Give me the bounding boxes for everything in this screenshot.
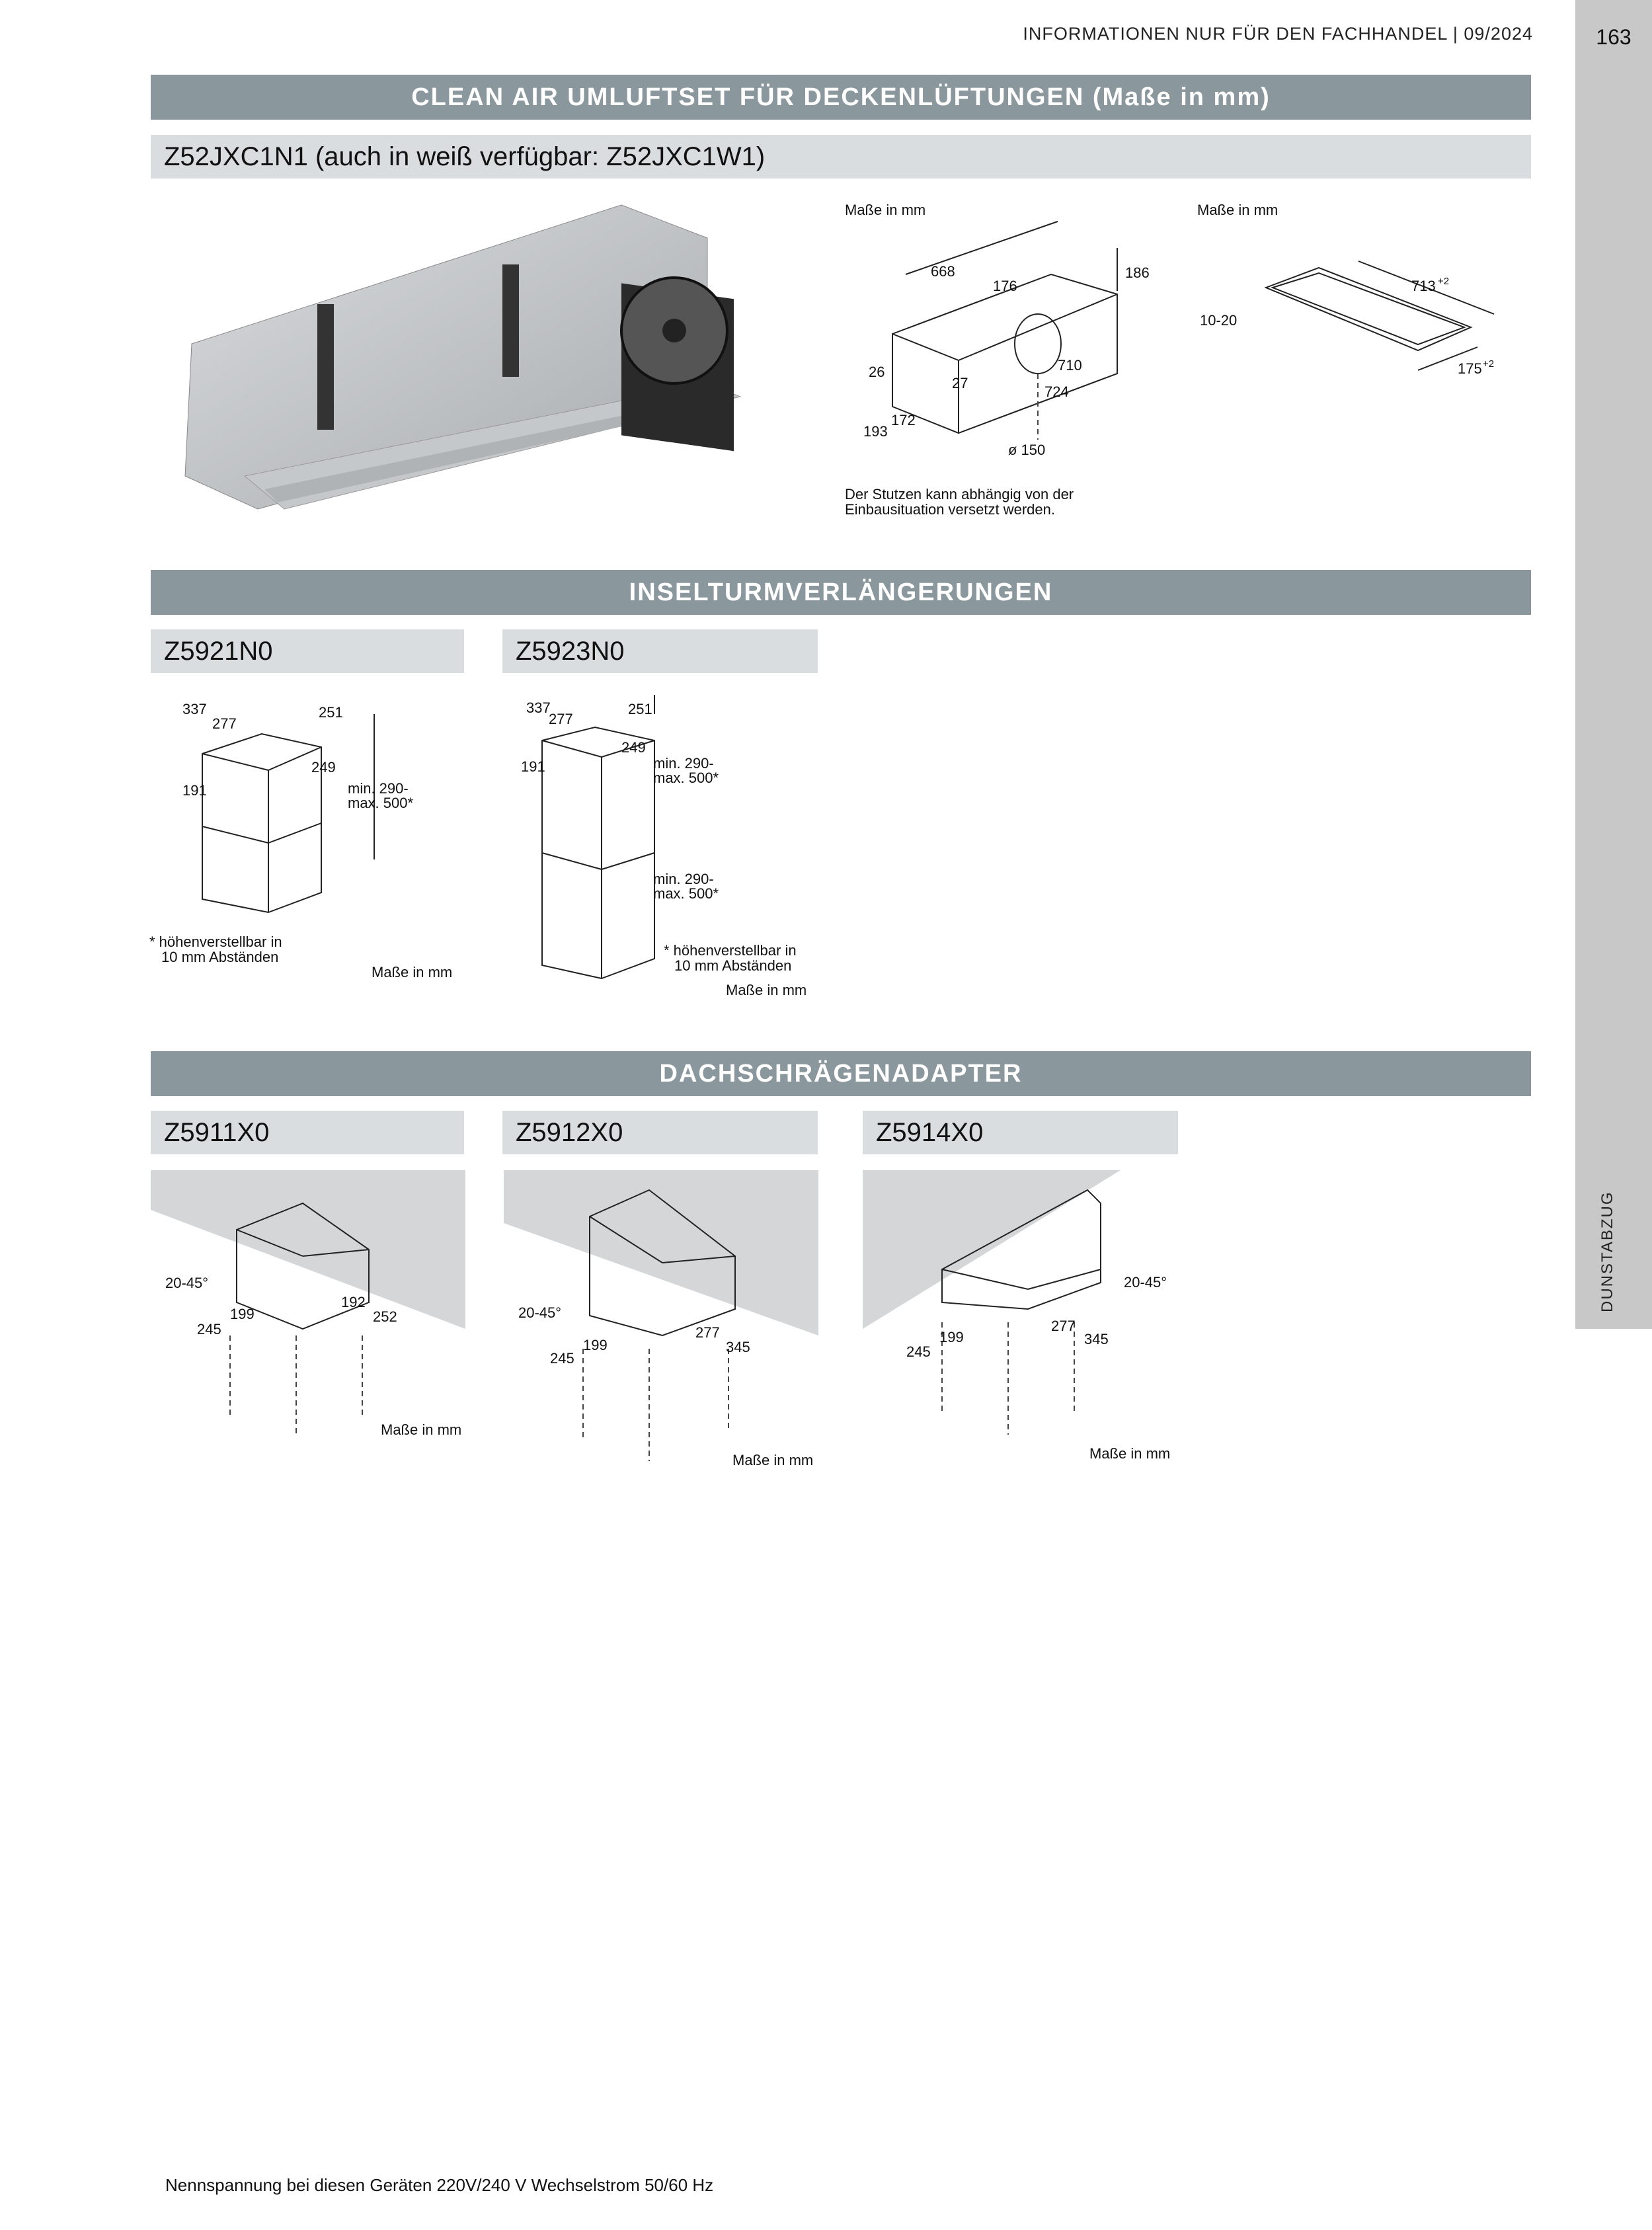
dimension-drawing-z5912x0 [504,1170,821,1481]
svg-text:max. 500*: max. 500* [653,770,719,786]
unit-label: Maße in mm [726,982,807,998]
svg-text:337: 337 [526,699,551,716]
svg-text:27: 27 [952,375,968,391]
svg-text:* höhenverstellbar in: * höhenverstellbar in [664,942,797,959]
svg-text:ø 150: ø 150 [1008,442,1046,458]
svg-text:192: 192 [341,1294,366,1310]
svg-text:345: 345 [726,1339,750,1355]
svg-text:10 mm Abständen: 10 mm Abständen [674,957,792,974]
section-title-inselturm: INSELTURMVERLÄNGERUNGEN [151,570,1531,615]
svg-text:245: 245 [906,1343,931,1360]
svg-text:249: 249 [621,739,646,756]
svg-text:Einbausituation versetzt werde: Einbausituation versetzt werden. [845,501,1055,518]
svg-text:345: 345 [1084,1331,1109,1347]
side-tab [1575,0,1652,1329]
svg-text:199: 199 [230,1306,255,1322]
unit-label: Maße in mm [1197,202,1278,218]
dimension-drawing-z5911x0 [151,1170,468,1448]
section-title-clean-air: CLEAN AIR UMLUFTSET FÜR DECKENLÜFTUNGEN (Maße in mm) [151,75,1531,120]
svg-text:min. 290-: min. 290- [653,871,714,887]
svg-text:199: 199 [583,1337,608,1353]
svg-text:251: 251 [319,704,343,721]
unit-label: Maße in mm [372,964,453,980]
model-label-z52jxc1n1: Z52JXC1N1 (auch in weiß verfügbar: Z52JXC1W1) [151,135,1531,179]
unit-label: Maße in mm [1089,1445,1171,1462]
dimension-drawing-clean-air [840,195,1183,526]
product-photo-clean-air [159,198,754,516]
svg-text:191: 191 [521,758,545,775]
model-label-z5911x0: Z5911X0 [151,1111,464,1154]
model-label-z5923n0: Z5923N0 [502,629,818,673]
dimension-drawing-z5921n0 [149,694,467,992]
svg-text:277: 277 [549,711,573,727]
section-title-dachschraege: DACHSCHRÄGENADAPTER [151,1051,1531,1096]
svg-text:713: 713 [1411,278,1436,294]
svg-text:191: 191 [182,782,207,799]
svg-text:186: 186 [1125,264,1150,281]
svg-text:26: 26 [869,364,885,380]
svg-text:min. 290-: min. 290- [653,755,714,772]
model-label-z5912x0: Z5912X0 [502,1111,818,1154]
svg-text:245: 245 [550,1350,574,1367]
svg-text:176: 176 [993,278,1017,294]
svg-text:+2: +2 [1483,358,1495,370]
svg-text:20-45°: 20-45° [165,1275,209,1291]
svg-text:10-20: 10-20 [1200,312,1238,329]
svg-text:193: 193 [863,423,888,440]
svg-text:max. 500*: max. 500* [348,795,414,811]
svg-text:245: 245 [197,1321,221,1337]
svg-text:20-45°: 20-45° [518,1304,562,1321]
svg-text:710: 710 [1058,357,1082,374]
svg-text:min. 290-: min. 290- [348,780,409,797]
svg-text:+2: +2 [1438,276,1450,287]
svg-text:277: 277 [695,1324,720,1341]
dimension-drawing-z5914x0 [863,1170,1180,1474]
page-number: 163 [1596,25,1632,49]
dimension-drawing-z5923n0 [502,694,820,1005]
unit-label: Maße in mm [845,202,926,218]
svg-text:20-45°: 20-45° [1124,1274,1167,1291]
svg-text:199: 199 [939,1329,964,1345]
svg-text:251: 251 [628,701,652,717]
footer-note: Nennspannung bei diesen Geräten 220V/240 V Wechselstrom 50/60 Hz [165,2175,714,2195]
svg-text:* höhenverstellbar in: * höhenverstellbar in [149,934,282,950]
svg-text:337: 337 [182,701,207,717]
unit-label: Maße in mm [732,1452,814,1468]
svg-text:277: 277 [1051,1318,1076,1334]
note: Der Stutzen kann abhängig von der [845,486,1074,502]
svg-text:252: 252 [373,1308,397,1325]
svg-text:175: 175 [1458,360,1482,377]
model-label-z5914x0: Z5914X0 [863,1111,1178,1154]
unit-label: Maße in mm [381,1421,462,1438]
side-tab-label: DUNSTABZUG [1598,1191,1616,1312]
svg-text:max. 500*: max. 500* [653,885,719,902]
svg-text:668: 668 [931,263,955,280]
svg-text:172: 172 [891,412,916,428]
svg-text:277: 277 [212,715,237,732]
model-label-z5921n0: Z5921N0 [151,629,464,673]
dimension-drawing-clean-air-frame [1193,195,1524,393]
svg-text:10 mm Abständen: 10 mm Abständen [161,949,279,965]
svg-text:249: 249 [311,759,336,776]
svg-text:724: 724 [1044,383,1069,400]
page-header: INFORMATIONEN NUR FÜR DEN FACHHANDEL | 09/2024 [1023,24,1533,44]
